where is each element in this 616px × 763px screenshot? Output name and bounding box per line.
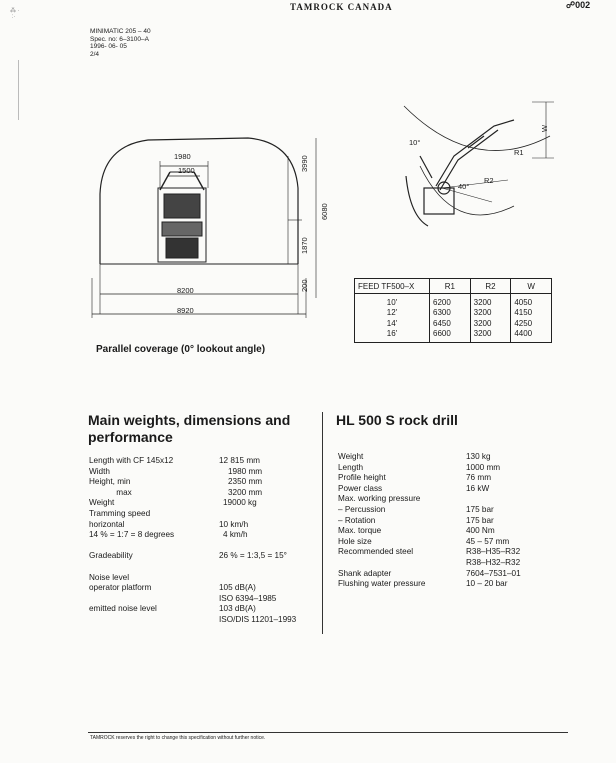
main-weights-title	[88, 412, 316, 446]
spec-label: Power class	[338, 483, 383, 493]
spec-label: horizontal	[89, 519, 125, 529]
spec-value: 400 Nm	[466, 526, 495, 536]
col-header-r1: R1	[430, 279, 471, 294]
spec-label	[338, 558, 425, 569]
spec-value: 3200 mm	[228, 487, 263, 497]
spec-value: 10 km/h	[219, 519, 249, 529]
spec-value: 1980 mm	[228, 466, 263, 476]
spec-value: 45 – 57 mm	[466, 536, 510, 546]
dim-1870-label: 1870	[300, 237, 309, 254]
spec-label: Max. working pressure	[338, 494, 421, 504]
spec-value: R38–H32–R32	[466, 557, 521, 567]
tunnel-diagram	[88, 128, 328, 328]
r2-label: R2	[484, 176, 494, 185]
table-cell: 4150	[511, 308, 552, 319]
spec-label: Height, min	[89, 477, 131, 487]
spec-label	[89, 541, 174, 552]
main-weights-title-line1: Main weights, dimensions and	[88, 412, 291, 428]
spec-value: 1000 mm	[466, 462, 501, 472]
main-weights-labels	[89, 456, 174, 615]
table-cell: 3200	[470, 308, 511, 319]
col-header-r2: R2	[470, 279, 511, 294]
spec-label: Recommended steel	[338, 547, 414, 557]
spec-line: 2/4	[90, 50, 100, 58]
spec-line: MINIMATIC 205 – 40	[90, 28, 151, 35]
dim-3990-label: 3990	[300, 155, 309, 172]
table-cell: 3200	[470, 329, 511, 343]
fax-page-label: 002	[575, 0, 591, 10]
spec-block	[90, 28, 151, 58]
table-cell: 3200	[470, 294, 511, 308]
spec-label	[89, 594, 174, 605]
spec-value: 7604–7531–01	[466, 568, 521, 578]
spec-line: 1996- 06- 05	[90, 43, 127, 50]
spec-value: ISO/DIS 11201–1993	[219, 614, 297, 624]
spec-label: Width	[89, 466, 110, 476]
angle-40-label: 40°	[458, 182, 470, 191]
spec-label: Weight	[89, 498, 115, 508]
coverage-arc-r1	[404, 106, 550, 151]
spec-value	[219, 573, 296, 584]
dim-1500-label: 1500	[178, 166, 195, 175]
spec-value: 19000 kg	[223, 498, 257, 508]
col-header-w: W	[511, 279, 552, 294]
spec-value: 12 815 mm	[219, 456, 260, 465]
rock-drill-title: HL 500 S rock drill	[336, 412, 458, 428]
spec-value: 2350 mm	[228, 477, 263, 487]
table-cell: 6450	[430, 318, 471, 329]
spec-label: Noise level	[89, 572, 130, 582]
spec-label: Weight	[338, 452, 364, 461]
spec-label: operator platform	[89, 583, 152, 593]
footer-text: TAMROCK reserves the right to change this specification without further notice.	[90, 735, 266, 741]
spec-label: Gradeability	[89, 551, 133, 561]
table-cell: 6300	[430, 308, 471, 319]
spec-value: 175 bar	[466, 504, 494, 514]
r1-label: R1	[514, 148, 524, 157]
dim-200-label: 200	[300, 279, 309, 292]
spec-label: – Rotation	[338, 515, 376, 525]
spec-value	[219, 562, 296, 573]
main-weights-values	[219, 456, 296, 626]
footer-rule	[88, 732, 568, 733]
feed-table	[354, 278, 552, 343]
table-cell: 3200	[470, 318, 511, 329]
spec-value: 130 kg	[466, 452, 491, 461]
spec-value: 10 – 20 bar	[466, 579, 508, 589]
dim-8920-label: 8920	[177, 306, 194, 315]
spec-value	[219, 541, 296, 552]
spec-value: R38–H35–R32	[466, 547, 521, 557]
column-divider	[322, 412, 323, 634]
table-cell: 14'	[355, 318, 430, 329]
table-cell: 4050	[511, 294, 552, 308]
tunnel-caption: Parallel coverage (0° lookout angle)	[96, 344, 266, 355]
table-cell: 12'	[355, 308, 430, 319]
table-cell: 16'	[355, 329, 430, 343]
spec-line: Spec. no: 6–3100–A	[90, 35, 149, 43]
spec-label: Length with CF 145x12	[89, 456, 174, 465]
dim-6080-label: 6080	[320, 203, 329, 220]
spec-label: Hole size	[338, 536, 372, 546]
margin-mark: ⁂ · :·	[10, 8, 20, 20]
main-weights-section	[88, 412, 316, 446]
spec-label: Profile height	[338, 473, 386, 483]
table-cell: 6200	[430, 294, 471, 308]
rock-drill-values	[466, 452, 521, 590]
rig-sketch	[158, 172, 206, 262]
table-cell: 6600	[430, 329, 471, 343]
boom-diagram	[384, 96, 564, 246]
spec-label: Max. torque	[338, 526, 382, 536]
spec-value: 105 dB(A)	[219, 583, 256, 593]
fax-page-number	[566, 0, 590, 11]
table-row	[355, 308, 552, 319]
spec-value: 26 % = 1:3,5 = 15°	[219, 551, 287, 561]
spec-label: max	[89, 487, 132, 497]
spec-value	[466, 494, 521, 505]
spec-label: – Percussion	[338, 504, 386, 514]
w-label: W	[540, 124, 549, 132]
spec-label: 14 % = 1:7 = 8 degrees	[89, 530, 175, 540]
table-row	[355, 329, 552, 343]
spec-value: 175 bar	[466, 515, 494, 525]
dim-8200-label: 8200	[177, 286, 194, 295]
spec-value	[219, 509, 296, 520]
spec-label: emitted noise level	[89, 604, 157, 614]
spec-value: 4 km/h	[223, 530, 248, 540]
spec-value: ISO 6394–1985	[219, 593, 277, 603]
col-header-feed: FEED TF500–X	[355, 279, 430, 294]
spec-label: Tramming speed	[89, 508, 151, 518]
spec-value: 103 dB(A)	[219, 604, 256, 614]
header-company: TAMROCK CANADA	[290, 2, 393, 12]
boom-sketch	[406, 120, 514, 226]
table-cell: 4250	[511, 318, 552, 329]
table-cell: 4400	[511, 329, 552, 343]
spec-value: 76 mm	[466, 473, 492, 483]
table-header-row	[355, 279, 552, 294]
spec-label: Shank adapter	[338, 568, 392, 578]
spec-value: 16 kW	[466, 483, 490, 493]
main-weights-title-line2: performance	[88, 429, 173, 445]
spec-label	[89, 562, 174, 573]
dim-1980-label: 1980	[174, 152, 191, 161]
table-row	[355, 294, 552, 308]
fax-icon: ☍	[566, 0, 576, 10]
rock-drill-labels	[338, 452, 425, 590]
spec-label: Flushing water pressure	[338, 579, 426, 589]
table-cell: 10'	[355, 294, 430, 308]
table-row	[355, 318, 552, 329]
spec-label: Length	[338, 462, 364, 472]
angle-10-label: 10°	[409, 138, 421, 147]
margin-rule	[18, 60, 19, 120]
